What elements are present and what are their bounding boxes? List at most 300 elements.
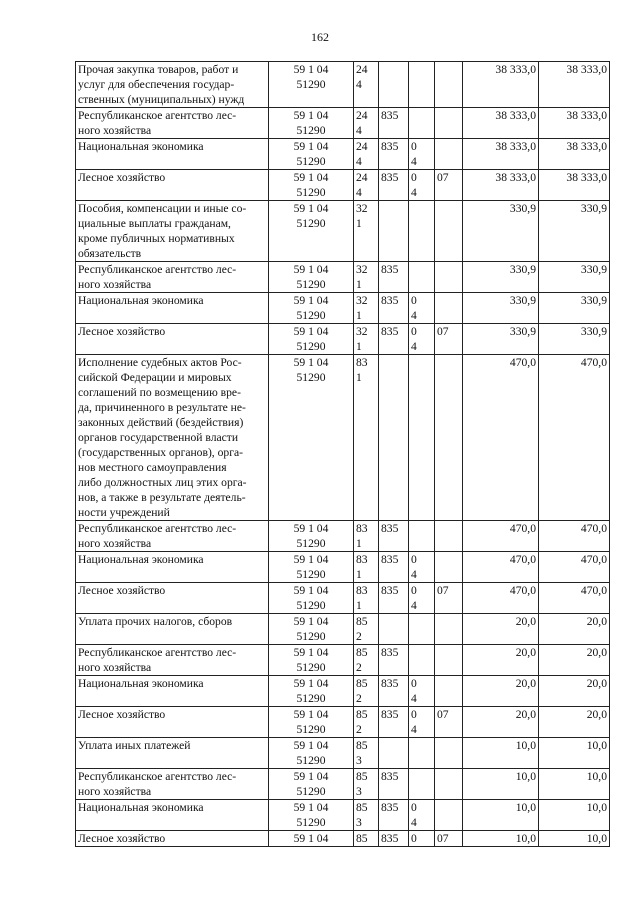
subsection-code bbox=[435, 676, 463, 707]
section-code bbox=[409, 645, 435, 676]
row-name bbox=[76, 583, 269, 614]
target-article-code-line: 59 1 04 bbox=[293, 646, 329, 659]
row-name-line: ного хозяйства bbox=[78, 537, 152, 550]
amount-year-1-value: 330,9 bbox=[509, 263, 536, 276]
amount-year-2 bbox=[539, 324, 610, 355]
administrator-code-value: 835 bbox=[381, 801, 399, 814]
section-code-line bbox=[411, 753, 432, 768]
subsection-code bbox=[435, 738, 463, 769]
amount-year-1 bbox=[463, 293, 539, 324]
subsection-code-value: 07 bbox=[437, 584, 449, 597]
row-name bbox=[76, 170, 269, 201]
subsection-code-value bbox=[437, 676, 460, 691]
target-article-code-line: 51290 bbox=[296, 124, 326, 137]
subsection-code-value bbox=[437, 355, 460, 370]
section-code-line: 0 bbox=[411, 140, 417, 153]
target-article-code-line: 51290 bbox=[296, 78, 326, 91]
table-row bbox=[76, 614, 610, 645]
amount-year-1-value: 20,0 bbox=[515, 615, 536, 628]
expense-type-code-line: 1 bbox=[356, 568, 362, 581]
target-article-code-line: 59 1 04 bbox=[293, 615, 329, 628]
target-article-code bbox=[269, 324, 354, 355]
target-article-code bbox=[269, 831, 354, 847]
table-row bbox=[76, 521, 610, 552]
section-code-line bbox=[411, 629, 432, 644]
subsection-code bbox=[435, 800, 463, 831]
row-name-line: Республиканское агентство лес- bbox=[78, 522, 237, 535]
target-article-code-line: 51290 bbox=[296, 692, 326, 705]
section-code-line bbox=[411, 77, 432, 92]
amount-year-1 bbox=[463, 201, 539, 262]
expense-type-code bbox=[354, 324, 379, 355]
section-code-line bbox=[411, 277, 432, 292]
amount-year-1-value: 20,0 bbox=[515, 708, 536, 721]
amount-year-1-value: 470,0 bbox=[509, 522, 536, 535]
row-name-line: Национальная экономика bbox=[78, 294, 204, 307]
section-code-line bbox=[411, 201, 432, 216]
subsection-code-value bbox=[437, 108, 460, 123]
amount-year-2 bbox=[539, 831, 610, 847]
amount-year-2-value: 20,0 bbox=[586, 677, 607, 690]
row-name-line: Национальная экономика bbox=[78, 140, 204, 153]
amount-year-1-value: 10,0 bbox=[515, 739, 536, 752]
administrator-code-value: 835 bbox=[381, 553, 399, 566]
amount-year-2 bbox=[539, 139, 610, 170]
target-article-code bbox=[269, 645, 354, 676]
expense-type-code bbox=[354, 552, 379, 583]
administrator-code-value: 835 bbox=[381, 708, 399, 721]
section-code-line: 0 bbox=[411, 171, 417, 184]
administrator-code-value: 835 bbox=[381, 832, 399, 845]
amount-year-2-value: 470,0 bbox=[580, 522, 607, 535]
expense-type-code-line: 83 bbox=[356, 553, 368, 566]
row-name-line: ности учреждений bbox=[78, 506, 170, 519]
amount-year-2-value: 470,0 bbox=[580, 356, 607, 369]
subsection-code bbox=[435, 583, 463, 614]
target-article-code-line: 59 1 04 bbox=[293, 677, 329, 690]
section-code bbox=[409, 552, 435, 583]
subsection-code-value bbox=[437, 738, 460, 753]
administrator-code bbox=[379, 62, 409, 108]
expense-type-code bbox=[354, 707, 379, 738]
expense-type-code-line: 1 bbox=[356, 340, 362, 353]
table-row bbox=[76, 800, 610, 831]
subsection-code-value bbox=[437, 262, 460, 277]
section-code bbox=[409, 738, 435, 769]
subsection-code bbox=[435, 831, 463, 847]
amount-year-1-value: 470,0 bbox=[509, 584, 536, 597]
target-article-code-line: 59 1 04 bbox=[293, 553, 329, 566]
target-article-code-line: 51290 bbox=[296, 816, 326, 829]
expense-type-code-line: 85 bbox=[356, 801, 368, 814]
table-row bbox=[76, 676, 610, 707]
expense-type-code bbox=[354, 676, 379, 707]
amount-year-2 bbox=[539, 707, 610, 738]
expense-type-code-line: 3 bbox=[356, 754, 362, 767]
target-article-code-line: 59 1 04 bbox=[293, 832, 329, 845]
row-name-line: циальные выплаты гражданам, bbox=[78, 217, 231, 230]
row-name-line: нов местного самоуправления bbox=[78, 461, 227, 474]
section-code-line: 4 bbox=[411, 599, 417, 612]
amount-year-2-value: 330,9 bbox=[580, 202, 607, 215]
expense-type-code-line: 4 bbox=[356, 155, 362, 168]
section-code bbox=[409, 139, 435, 170]
section-code-line bbox=[411, 123, 432, 138]
section-code bbox=[409, 676, 435, 707]
amount-year-1-value: 470,0 bbox=[509, 356, 536, 369]
section-code bbox=[409, 293, 435, 324]
amount-year-2 bbox=[539, 614, 610, 645]
row-name-line: законных действий (бездействия) bbox=[78, 416, 244, 429]
expense-type-code-line: 32 bbox=[356, 202, 368, 215]
amount-year-1 bbox=[463, 707, 539, 738]
expense-type-code bbox=[354, 62, 379, 108]
row-name-line: Прочая закупка товаров, работ и bbox=[78, 63, 239, 76]
row-name-line: Республиканское агентство лес- bbox=[78, 770, 237, 783]
expense-type-code bbox=[354, 800, 379, 831]
section-code-line: 0 bbox=[411, 801, 417, 814]
amount-year-2 bbox=[539, 583, 610, 614]
row-name bbox=[76, 645, 269, 676]
section-code-line bbox=[411, 108, 432, 123]
row-name-line: обязательств bbox=[78, 247, 142, 260]
section-code bbox=[409, 355, 435, 521]
table-row bbox=[76, 355, 610, 521]
expense-type-code bbox=[354, 769, 379, 800]
section-code bbox=[409, 262, 435, 293]
expense-type-code-line: 1 bbox=[356, 599, 362, 612]
target-article-code-line: 59 1 04 bbox=[293, 770, 329, 783]
amount-year-1-value: 38 333,0 bbox=[495, 171, 536, 184]
expense-type-code bbox=[354, 583, 379, 614]
amount-year-1 bbox=[463, 521, 539, 552]
amount-year-1-value: 10,0 bbox=[515, 770, 536, 783]
expense-type-code-line: 85 bbox=[356, 832, 368, 845]
section-code-line: 4 bbox=[411, 340, 417, 353]
target-article-code-line: 51290 bbox=[296, 278, 326, 291]
expense-type-code-line: 4 bbox=[356, 186, 362, 199]
amount-year-1-value: 10,0 bbox=[515, 832, 536, 845]
section-code bbox=[409, 614, 435, 645]
amount-year-2-value: 38 333,0 bbox=[566, 63, 607, 76]
amount-year-2 bbox=[539, 521, 610, 552]
subsection-code bbox=[435, 262, 463, 293]
amount-year-1 bbox=[463, 738, 539, 769]
subsection-code-value bbox=[437, 201, 460, 216]
expense-type-code-line: 1 bbox=[356, 278, 362, 291]
section-code-line bbox=[411, 738, 432, 753]
row-name-line: Лесное хозяйство bbox=[78, 584, 166, 597]
amount-year-2-value: 470,0 bbox=[580, 553, 607, 566]
expense-type-code bbox=[354, 645, 379, 676]
row-name-line: Пособия, компенсации и иные со- bbox=[78, 202, 247, 215]
row-name-line: Лесное хозяйство bbox=[78, 832, 166, 845]
amount-year-1 bbox=[463, 139, 539, 170]
amount-year-2 bbox=[539, 108, 610, 139]
target-article-code-line: 51290 bbox=[296, 599, 326, 612]
administrator-code-value: 835 bbox=[381, 263, 399, 276]
target-article-code bbox=[269, 170, 354, 201]
section-code-line: 0 bbox=[411, 832, 417, 845]
section-code bbox=[409, 707, 435, 738]
row-name-line: кроме публичных нормативных bbox=[78, 232, 235, 245]
amount-year-1 bbox=[463, 262, 539, 293]
subsection-code bbox=[435, 62, 463, 108]
section-code bbox=[409, 170, 435, 201]
target-article-code-line: 59 1 04 bbox=[293, 708, 329, 721]
target-article-code bbox=[269, 201, 354, 262]
target-article-code-line: 59 1 04 bbox=[293, 63, 329, 76]
subsection-code-value bbox=[437, 62, 460, 77]
table-row bbox=[76, 707, 610, 738]
section-code bbox=[409, 583, 435, 614]
target-article-code-line: 59 1 04 bbox=[293, 801, 329, 814]
expense-type-code-line: 24 bbox=[356, 63, 368, 76]
administrator-code bbox=[379, 201, 409, 262]
table-row bbox=[76, 738, 610, 769]
administrator-code-value bbox=[381, 614, 406, 629]
subsection-code-value: 07 bbox=[437, 708, 449, 721]
row-name bbox=[76, 831, 269, 847]
target-article-code-line: 51290 bbox=[296, 217, 326, 230]
amount-year-1-value: 20,0 bbox=[515, 646, 536, 659]
administrator-code bbox=[379, 676, 409, 707]
amount-year-2-value: 330,9 bbox=[580, 325, 607, 338]
target-article-code-line: 51290 bbox=[296, 537, 326, 550]
target-article-code-line: 51290 bbox=[296, 723, 326, 736]
amount-year-1 bbox=[463, 324, 539, 355]
row-name-line: Уплата иных платежей bbox=[78, 739, 191, 752]
expense-type-code bbox=[354, 738, 379, 769]
amount-year-1 bbox=[463, 355, 539, 521]
section-code-line bbox=[411, 370, 432, 385]
administrator-code-value bbox=[381, 355, 406, 370]
administrator-code bbox=[379, 707, 409, 738]
amount-year-2-value: 10,0 bbox=[586, 801, 607, 814]
row-name bbox=[76, 293, 269, 324]
target-article-code bbox=[269, 521, 354, 552]
administrator-code-value: 835 bbox=[381, 171, 399, 184]
section-code-line: 0 bbox=[411, 294, 417, 307]
administrator-code bbox=[379, 645, 409, 676]
budget-table bbox=[75, 61, 610, 847]
administrator-code bbox=[379, 583, 409, 614]
row-name bbox=[76, 521, 269, 552]
section-code-line bbox=[411, 262, 432, 277]
subsection-code-value bbox=[437, 293, 460, 308]
target-article-code-line: 51290 bbox=[296, 371, 326, 384]
section-code-line: 4 bbox=[411, 568, 417, 581]
target-article-code-line: 51290 bbox=[296, 186, 326, 199]
row-name-line: (государственных органов), орга- bbox=[78, 446, 243, 459]
section-code-line: 0 bbox=[411, 677, 417, 690]
target-article-code-line: 51290 bbox=[296, 309, 326, 322]
subsection-code-value bbox=[437, 552, 460, 567]
section-code-line bbox=[411, 62, 432, 77]
administrator-code bbox=[379, 324, 409, 355]
table-row bbox=[76, 583, 610, 614]
expense-type-code bbox=[354, 139, 379, 170]
table-row bbox=[76, 108, 610, 139]
row-name-line: ного хозяйства bbox=[78, 124, 152, 137]
row-name-line: Лесное хозяйство bbox=[78, 171, 166, 184]
administrator-code-value: 835 bbox=[381, 522, 399, 535]
administrator-code-value: 835 bbox=[381, 646, 399, 659]
expense-type-code-line: 3 bbox=[356, 816, 362, 829]
amount-year-1-value: 10,0 bbox=[515, 801, 536, 814]
row-name-line: ного хозяйства bbox=[78, 661, 152, 674]
administrator-code-value: 835 bbox=[381, 294, 399, 307]
target-article-code-line: 51290 bbox=[296, 568, 326, 581]
target-article-code-line: 51290 bbox=[296, 754, 326, 767]
row-name bbox=[76, 324, 269, 355]
administrator-code-value: 835 bbox=[381, 140, 399, 153]
expense-type-code bbox=[354, 355, 379, 521]
administrator-code bbox=[379, 738, 409, 769]
subsection-code-value bbox=[437, 139, 460, 154]
amount-year-1-value: 330,9 bbox=[509, 325, 536, 338]
amount-year-2-value: 470,0 bbox=[580, 584, 607, 597]
expense-type-code-line: 4 bbox=[356, 78, 362, 91]
administrator-code bbox=[379, 293, 409, 324]
row-name-line: либо должностных лиц этих орга- bbox=[78, 476, 247, 489]
target-article-code-line: 59 1 04 bbox=[293, 522, 329, 535]
administrator-code bbox=[379, 521, 409, 552]
section-code-line bbox=[411, 614, 432, 629]
amount-year-2 bbox=[539, 800, 610, 831]
target-article-code bbox=[269, 139, 354, 170]
amount-year-1 bbox=[463, 583, 539, 614]
row-name bbox=[76, 769, 269, 800]
administrator-code-value bbox=[381, 62, 406, 77]
amount-year-1 bbox=[463, 108, 539, 139]
amount-year-2-value: 38 333,0 bbox=[566, 171, 607, 184]
section-code-line bbox=[411, 536, 432, 551]
row-name bbox=[76, 108, 269, 139]
section-code-line: 0 bbox=[411, 708, 417, 721]
administrator-code-value: 835 bbox=[381, 677, 399, 690]
expense-type-code-line: 2 bbox=[356, 661, 362, 674]
row-name-line: органов государственной власти bbox=[78, 431, 239, 444]
target-article-code-line: 51290 bbox=[296, 630, 326, 643]
target-article-code-line: 51290 bbox=[296, 340, 326, 353]
amount-year-1 bbox=[463, 645, 539, 676]
administrator-code-value: 835 bbox=[381, 584, 399, 597]
row-name bbox=[76, 707, 269, 738]
administrator-code-value bbox=[381, 201, 406, 216]
administrator-code bbox=[379, 139, 409, 170]
target-article-code bbox=[269, 738, 354, 769]
section-code-line: 4 bbox=[411, 723, 417, 736]
target-article-code bbox=[269, 293, 354, 324]
expense-type-code-line: 2 bbox=[356, 692, 362, 705]
expense-type-code-line: 3 bbox=[356, 785, 362, 798]
target-article-code-line: 59 1 04 bbox=[293, 325, 329, 338]
table-row bbox=[76, 769, 610, 800]
amount-year-1 bbox=[463, 769, 539, 800]
subsection-code bbox=[435, 324, 463, 355]
subsection-code-value bbox=[437, 800, 460, 815]
table-row bbox=[76, 831, 610, 847]
table-row bbox=[76, 170, 610, 201]
target-article-code-line: 59 1 04 bbox=[293, 584, 329, 597]
section-code-line: 0 bbox=[411, 553, 417, 566]
subsection-code bbox=[435, 707, 463, 738]
administrator-code bbox=[379, 552, 409, 583]
expense-type-code bbox=[354, 293, 379, 324]
subsection-code-value bbox=[437, 521, 460, 536]
subsection-code bbox=[435, 139, 463, 170]
target-article-code-line: 59 1 04 bbox=[293, 739, 329, 752]
row-name-line: Национальная экономика bbox=[78, 677, 204, 690]
expense-type-code bbox=[354, 521, 379, 552]
row-name-line: услуг для обеспечения государ- bbox=[78, 78, 235, 91]
amount-year-1 bbox=[463, 614, 539, 645]
section-code bbox=[409, 62, 435, 108]
amount-year-2-value: 20,0 bbox=[586, 708, 607, 721]
amount-year-2-value: 38 333,0 bbox=[566, 109, 607, 122]
row-name-line: Национальная экономика bbox=[78, 801, 204, 814]
subsection-code-value bbox=[437, 769, 460, 784]
section-code-line: 4 bbox=[411, 186, 417, 199]
amount-year-2 bbox=[539, 552, 610, 583]
section-code-line: 4 bbox=[411, 155, 417, 168]
section-code bbox=[409, 201, 435, 262]
table-row bbox=[76, 262, 610, 293]
section-code bbox=[409, 521, 435, 552]
table-row bbox=[76, 645, 610, 676]
target-article-code bbox=[269, 800, 354, 831]
section-code bbox=[409, 324, 435, 355]
page-number: 162 bbox=[311, 30, 329, 44]
table-row bbox=[76, 552, 610, 583]
subsection-code bbox=[435, 645, 463, 676]
amount-year-2-value: 10,0 bbox=[586, 832, 607, 845]
target-article-code bbox=[269, 108, 354, 139]
row-name-line: ного хозяйства bbox=[78, 785, 152, 798]
target-article-code bbox=[269, 614, 354, 645]
expense-type-code-line: 24 bbox=[356, 140, 368, 153]
row-name bbox=[76, 262, 269, 293]
expense-type-code-line: 4 bbox=[356, 124, 362, 137]
table-row bbox=[76, 324, 610, 355]
subsection-code-value bbox=[437, 614, 460, 629]
expense-type-code-line: 85 bbox=[356, 677, 368, 690]
expense-type-code-line: 83 bbox=[356, 522, 368, 535]
target-article-code-line: 59 1 04 bbox=[293, 294, 329, 307]
amount-year-2 bbox=[539, 201, 610, 262]
target-article-code bbox=[269, 583, 354, 614]
administrator-code-value: 835 bbox=[381, 325, 399, 338]
row-name-line: Республиканское агентство лес- bbox=[78, 646, 237, 659]
section-code-line bbox=[411, 784, 432, 799]
expense-type-code-line: 2 bbox=[356, 630, 362, 643]
row-name bbox=[76, 201, 269, 262]
amount-year-1-value: 20,0 bbox=[515, 677, 536, 690]
row-name bbox=[76, 139, 269, 170]
row-name bbox=[76, 614, 269, 645]
row-name bbox=[76, 552, 269, 583]
subsection-code bbox=[435, 108, 463, 139]
subsection-code bbox=[435, 355, 463, 521]
amount-year-1-value: 470,0 bbox=[509, 553, 536, 566]
row-name-line: Республиканское агентство лес- bbox=[78, 109, 237, 122]
section-code-line: 4 bbox=[411, 692, 417, 705]
section-code bbox=[409, 831, 435, 847]
amount-year-2 bbox=[539, 738, 610, 769]
expense-type-code-line: 1 bbox=[356, 371, 362, 384]
section-code-line bbox=[411, 521, 432, 536]
